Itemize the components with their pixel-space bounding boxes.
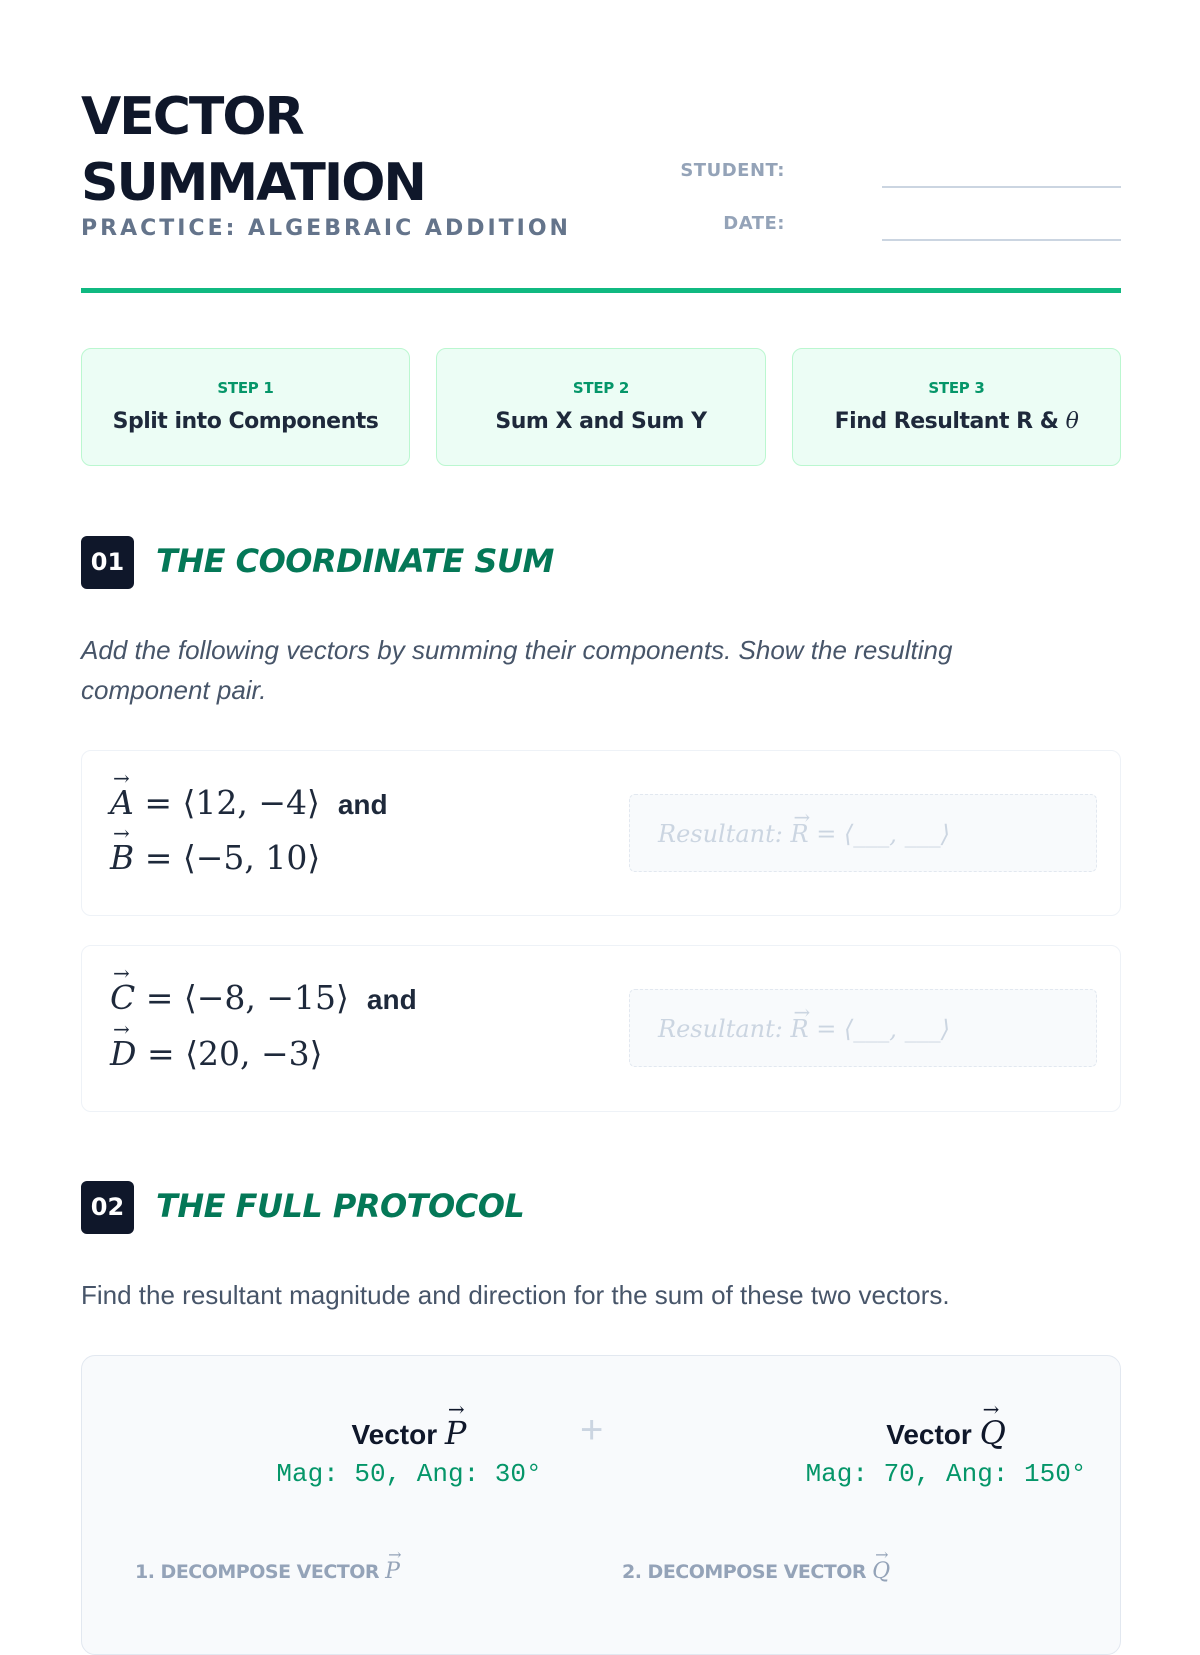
vector-equation-2: [110, 1034, 322, 1073]
vector-label: Vector: [886, 1419, 980, 1450]
resultant-prefix: Resultant:: [658, 820, 791, 848]
decompose-p-label: [135, 1559, 399, 1584]
vector-equation-1: [110, 978, 417, 1017]
theta-symbol: θ: [1065, 409, 1079, 434]
step-title-text: Find Resultant R &: [834, 409, 1066, 434]
vector-symbol: → B: [110, 838, 134, 877]
vector-symbol: → P: [385, 1559, 399, 1584]
student-input-line[interactable]: [882, 186, 1121, 188]
step-label: STEP 1: [217, 379, 274, 397]
step-title: [793, 409, 1120, 434]
student-label: STUDENT:: [680, 160, 785, 181]
section-title: THE COORDINATE SUM: [156, 542, 554, 580]
steps-row: [81, 348, 1121, 468]
resultant-prefix: Resultant:: [658, 1015, 791, 1043]
conjunction: and: [366, 984, 417, 1015]
vector-q-magnitude: Mag: 70, Ang: 150°: [805, 1459, 1087, 1489]
step-title: Sum X and Sum Y: [495, 409, 707, 434]
vector-label: Vector: [351, 1419, 445, 1450]
plus-icon: +: [580, 1408, 604, 1452]
vector-symbol: → D: [110, 1034, 136, 1073]
step-label: STEP 2: [572, 379, 630, 397]
section-instruction: Find the resultant magnitude and direction for the sum of these two vectors.: [81, 1280, 950, 1310]
vector-symbol: → P: [445, 1414, 467, 1452]
student-field: [671, 158, 1121, 188]
vector-symbol: → C: [110, 978, 135, 1017]
section-number-badge: 01: [81, 536, 134, 589]
vector-value: = ⟨20, −3⟩: [136, 1034, 323, 1073]
decompose-q-label: [622, 1559, 890, 1584]
conjunction: and: [337, 789, 388, 820]
header-divider: [81, 288, 1121, 293]
resultant-template: = ⟨___, ___⟩: [808, 820, 950, 848]
section-title: THE FULL PROTOCOL: [156, 1187, 525, 1225]
date-label: DATE:: [723, 213, 785, 234]
step-title: Split into Components: [112, 409, 379, 434]
vector-q-heading: [766, 1414, 1126, 1452]
vector-p-heading: [229, 1414, 589, 1452]
vector-equation-2: [110, 838, 320, 877]
resultant-template: = ⟨___, ___⟩: [808, 1015, 950, 1043]
vector-p-magnitude: Mag: 50, Ang: 30°: [276, 1459, 542, 1489]
vector-value: = ⟨−5, 10⟩: [134, 838, 321, 877]
resultant-answer-box[interactable]: [629, 989, 1097, 1067]
resultant-symbol: → R: [791, 990, 809, 1068]
date-field: [671, 211, 1121, 241]
page-subtitle: PRACTICE: ALGEBRAIC ADDITION: [81, 216, 571, 241]
date-input-line[interactable]: [882, 239, 1121, 241]
vector-value: = ⟨12, −4⟩: [133, 783, 320, 822]
decompose-text: 1. DECOMPOSE VECTOR: [135, 1561, 386, 1583]
step-card-3: [792, 348, 1121, 466]
section-number-badge: 02: [81, 1181, 134, 1234]
title-line-1: VECTOR: [81, 87, 303, 147]
vector-symbol: → Q: [980, 1414, 1006, 1452]
page-title: [81, 84, 541, 216]
vector-symbol: → A: [110, 783, 134, 822]
title-line-2: SUMMATION: [81, 153, 425, 213]
decompose-text: 2. DECOMPOSE VECTOR: [622, 1561, 873, 1583]
resultant-symbol: → R: [791, 795, 809, 873]
resultant-answer-box[interactable]: [629, 794, 1097, 872]
step-label: STEP 3: [928, 379, 985, 397]
problem-card: [81, 945, 1121, 1112]
vector-value: = ⟨−8, −15⟩: [135, 978, 349, 1017]
step-card-2: [436, 348, 766, 466]
vector-equation-1: [110, 783, 388, 822]
protocol-panel: [81, 1355, 1121, 1655]
problem-card: [81, 750, 1121, 916]
worksheet-header: [81, 84, 1121, 254]
vector-symbol: → Q: [872, 1559, 890, 1584]
section-instruction: Add the following vectors by summing their components. Show the resulting component pair.: [81, 635, 953, 705]
step-card-1: [81, 348, 410, 466]
